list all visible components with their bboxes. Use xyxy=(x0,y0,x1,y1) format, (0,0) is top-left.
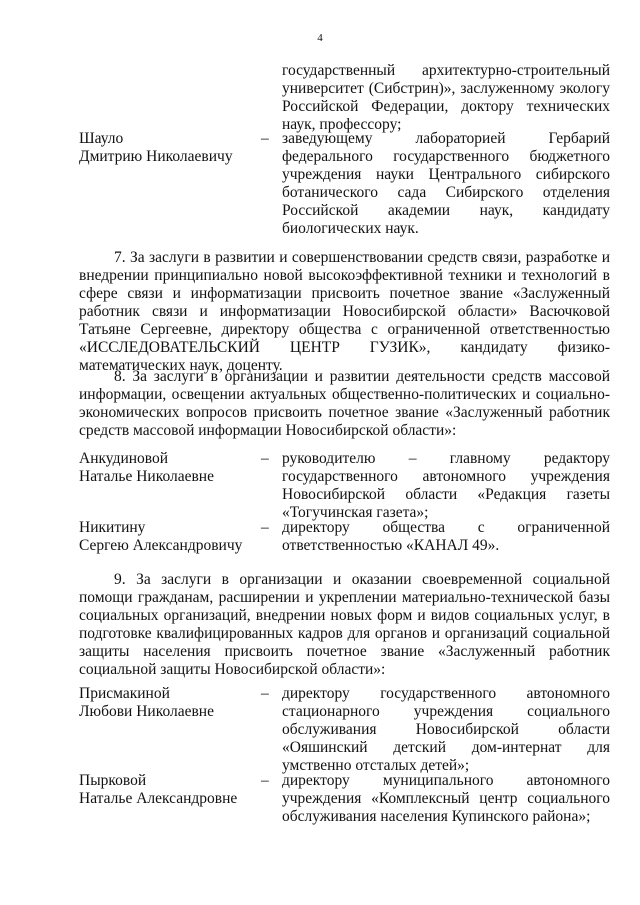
recipient-name xyxy=(79,130,249,166)
award-entry xyxy=(0,519,640,559)
recipient-given-names: Любови Николаевне xyxy=(79,703,214,720)
recipient-surname: Шауло xyxy=(79,130,124,147)
recipient-given-names: Сергею Александровичу xyxy=(79,537,243,554)
entry-dash: – xyxy=(261,772,269,789)
entry-description: директору муниципального автономного учреждения «Комплексный центр социального обслуживания населения Купинского района»; xyxy=(282,772,610,825)
recipient-surname: Анкудиновой xyxy=(79,450,169,467)
entry-description: директору государственного автономного стационарного учреждения социального обслуживания Новосибирской области «Ояшинский детский дом-интернат для умственно отсталых детей»; xyxy=(282,685,610,774)
recipient-name xyxy=(79,519,249,555)
entry-dash: – xyxy=(261,130,269,147)
entry-dash: – xyxy=(261,685,269,702)
page-number: 4 xyxy=(317,32,323,44)
recipient-given-names: Наталье Николаевне xyxy=(79,468,214,485)
decree-paragraph-8: 8. За заслуги в организации и развитии деятельности средств массовой информации, освещении актуальных общественно-политических и социально-экономических вопросов присвоить почетное звание «Заслуженный работник средств массовой информации Новосибирской области»: xyxy=(79,368,610,439)
recipient-surname: Пырковой xyxy=(79,772,147,789)
entry-dash: – xyxy=(261,450,269,467)
recipient-surname: Присмакиной xyxy=(79,685,170,702)
recipient-given-names: Дмитрию Николаевичу xyxy=(79,148,233,165)
award-entry xyxy=(0,450,640,520)
entry-description: директору общества с ограниченной ответственностью «КАНАЛ 49». xyxy=(282,519,610,554)
award-entry xyxy=(0,685,640,775)
recipient-name xyxy=(79,772,249,808)
entry-description: заведующему лабораторией Гербарий федерального государственного бюджетного учреждения науки Центрального сибирского ботанического сада Сибирского отделения Российской академии наук, кандидату биологических наук. xyxy=(282,130,610,237)
entry-dash: – xyxy=(261,519,269,536)
recipient-name xyxy=(79,450,249,486)
recipient-surname: Никитину xyxy=(79,519,146,536)
decree-paragraph-9: 9. За заслуги в организации и оказании своевременной социальной помощи гражданам, расширении и укреплении материально-технической базы социальных организаций, внедрении новых форм и видов социальных услуг, в подготовке квалифицированных кадров для органов и организаций социальной защиты населения присвоить почетное звание «Заслуженный работник социальной защиты Новосибирской области»: xyxy=(79,571,610,678)
decree-paragraph-7: 7. За заслуги в развитии и совершенствовании средств связи, разработке и внедрении принципиально новой высокоэффективной техники и технологий в сфере связи и информатизации присвоить почетное звание «Заслуженный работник связи и информатизации Новосибирской области» Васючковой Татьяне Сергеевне, директору общества с ограниченной ответственностью «ИССЛЕДОВАТЕЛЬСКИЙ ЦЕНТР ГУЗИК», кандидату физико-математических наук, доценту. xyxy=(79,249,610,374)
entry-description: руководителю – главному редактору государственного автономного учреждения Новосибирской области «Редакция газеты «Тогучинская газета»; xyxy=(282,450,610,521)
entry-description: государственный архитектурно-строительный университет (Сибстрин)», заслуженному экологу Российской Федерации, доктору технических наук, профессору; xyxy=(282,62,610,133)
recipient-name xyxy=(79,685,249,721)
award-entry xyxy=(0,130,640,240)
award-entry xyxy=(0,772,640,832)
recipient-given-names: Наталье Александровне xyxy=(79,790,238,807)
